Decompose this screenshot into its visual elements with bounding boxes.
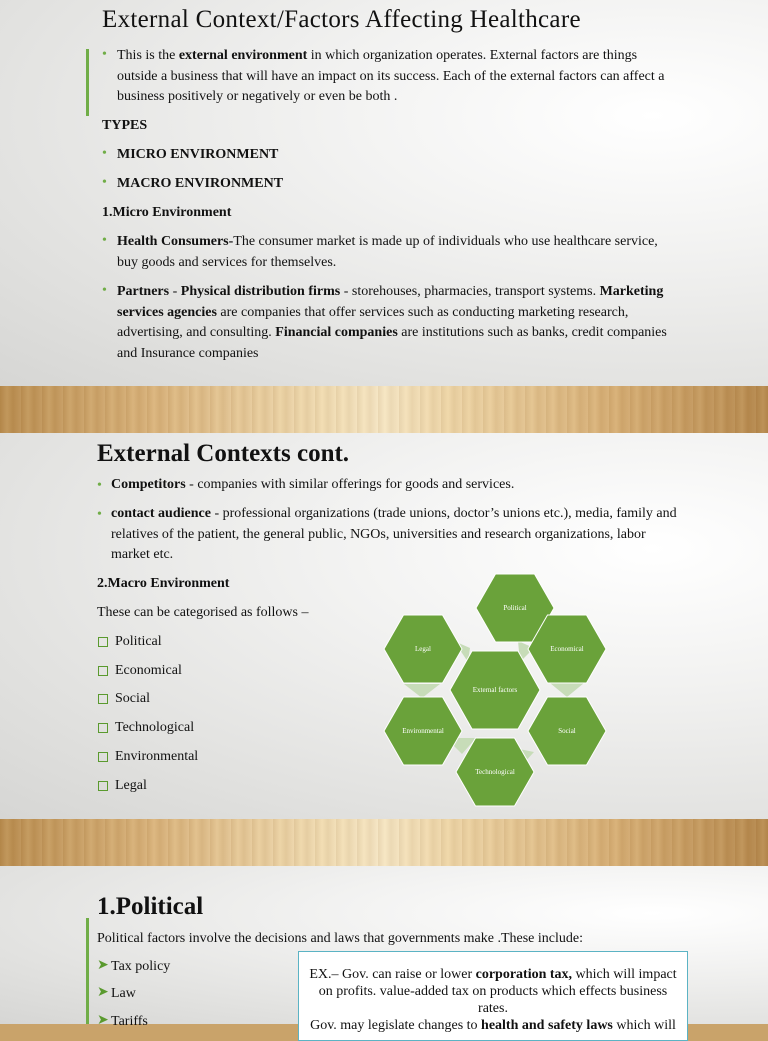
list-item: Tariffs [111, 1014, 148, 1029]
hex-label: Economical [550, 645, 584, 653]
competitors-paragraph: Competitors - companies with similar offerings for goods and services. [111, 477, 515, 492]
slide2-title: External Contexts cont. [97, 440, 350, 467]
external-factors-hex-diagram [380, 570, 610, 810]
checkbox-icon [98, 637, 108, 647]
accent-bar [86, 918, 89, 1024]
bullet-icon: • [102, 283, 107, 298]
connector [550, 683, 584, 697]
type-micro: MICRO ENVIRONMENT [117, 147, 279, 162]
hex-label: Social [558, 727, 576, 735]
list-item: Economical [115, 663, 182, 678]
type-macro: MACRO ENVIRONMENT [117, 176, 284, 191]
checkbox-icon [98, 752, 108, 762]
list-item: Environmental [115, 749, 199, 764]
bullet-icon: • [102, 47, 107, 62]
arrow-bullet-icon: ➤ [97, 1013, 109, 1028]
checkbox-icon [98, 723, 108, 733]
hex-environmental [384, 697, 462, 765]
hex-legal [384, 615, 462, 683]
partners-paragraph: Partners - Physical distribution firms - storehouses, pharmacies, transport systems. Marketing services agencies are companies that offer services such as conducting marketing research, advertising, and consulting. Financial companies are institutions such as banks, credit companies and Insurance companies [117, 284, 667, 361]
categorised-text: These can be categorised as follows – [97, 605, 309, 620]
list-item: Social [115, 691, 150, 706]
list-item: Tax policy [111, 959, 171, 974]
hex-label: Legal [415, 645, 431, 653]
hex-social [528, 697, 606, 765]
hex-label: Technological [475, 768, 515, 776]
bullet-icon: • [97, 507, 102, 522]
arrow-bullet-icon: ➤ [97, 985, 109, 1000]
hex-label: Environmental [402, 727, 444, 735]
bullet-icon: • [97, 478, 102, 493]
micro-heading: 1.Micro Environment [102, 205, 232, 220]
list-item: Technological [115, 720, 195, 735]
bullet-icon: • [102, 233, 107, 248]
bullet-icon: • [102, 175, 107, 190]
intro-paragraph: This is the external environment in which organization operates. External factors are things outside a business that will have an impact on its success. Each of the external factors can affect a business positively or negatively or even be both . [117, 48, 665, 104]
slide1-title: External Context/Factors Affecting Healthcare [102, 6, 581, 33]
hex-label: Political [503, 604, 527, 612]
example-box: EX.– Gov. can raise or lower corporation tax, which will impact on profits. value-added tax on products which effects business rates. Gov. may legislate changes to health and safety laws which will [298, 951, 688, 1041]
checkbox-icon [98, 781, 108, 791]
list-item: Law [111, 986, 136, 1001]
arrow-bullet-icon: ➤ [97, 958, 109, 973]
political-intro: Political factors involve the decisions and laws that governments make .These include: [97, 931, 583, 946]
wood-separator [0, 819, 768, 866]
checkbox-icon [98, 694, 108, 704]
hex-center-external-factors [450, 651, 540, 729]
types-label: TYPES [102, 118, 148, 133]
connector [404, 684, 440, 698]
wood-separator [0, 386, 768, 433]
contact-audience-paragraph: contact audience - professional organizations (trade unions, doctor’s unions etc.), media, family and relatives of the patient, the general public, NGOs, universities and research organizations, labor market etc. [111, 506, 677, 562]
checkbox-icon [98, 666, 108, 676]
macro-heading: 2.Macro Environment [97, 576, 230, 591]
bullet-icon: • [102, 146, 107, 161]
hex-technological [456, 738, 534, 806]
hex-label: External factors [472, 686, 518, 694]
health-consumers-paragraph: Health Consumers-The consumer market is made up of individuals who use healthcare service, buy goods and services for themselves. [117, 234, 658, 270]
list-item: Political [115, 634, 162, 649]
list-item: Legal [115, 778, 147, 793]
accent-bar [86, 49, 89, 116]
slide3-title: 1.Political [97, 893, 204, 920]
